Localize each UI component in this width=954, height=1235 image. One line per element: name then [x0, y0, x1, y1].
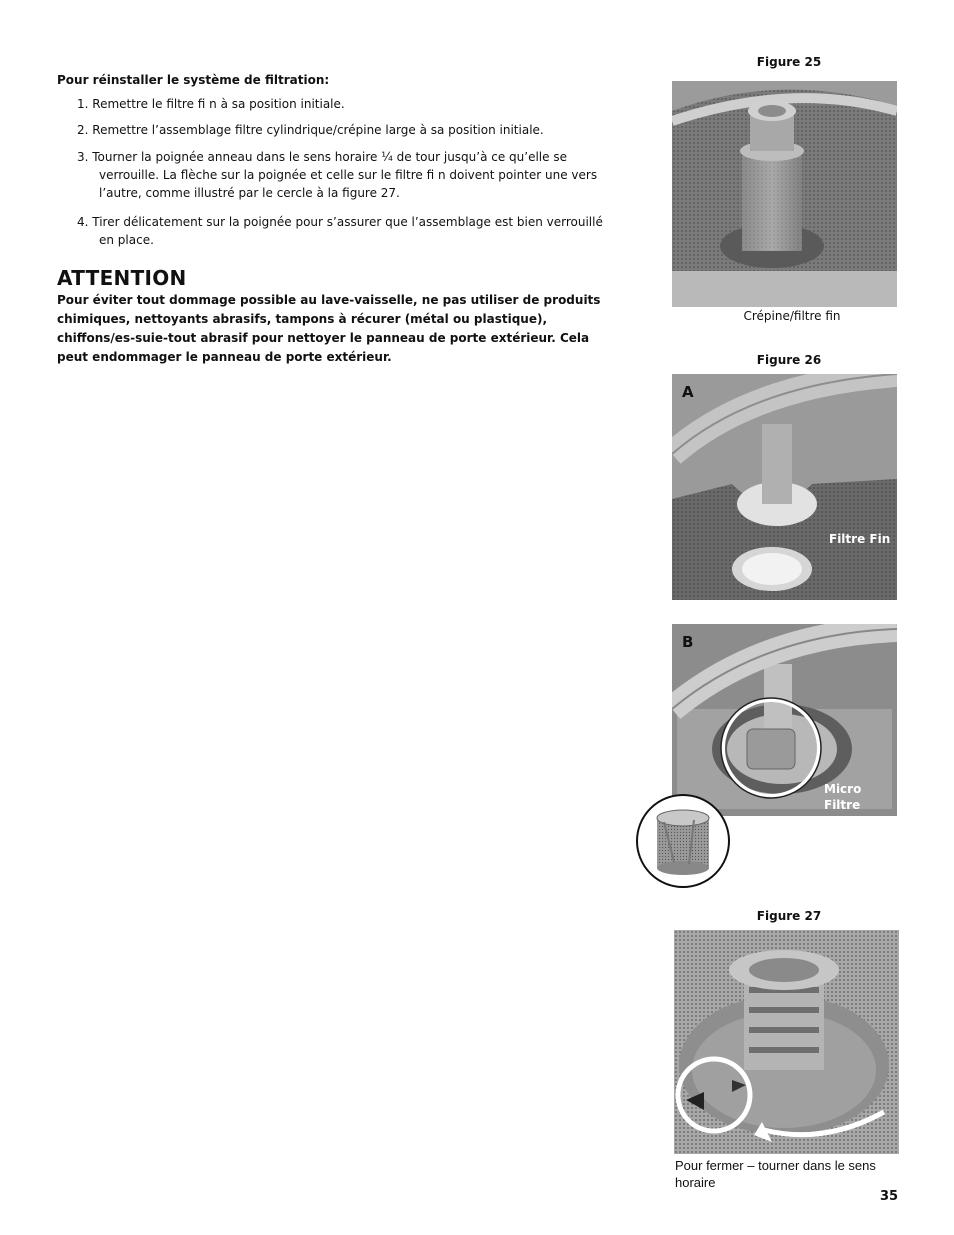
step-3 [77, 148, 622, 202]
panel-b-letter: B [682, 633, 694, 651]
step-1-text: 1. Remettre le filtre fi n à sa position initiale. [77, 97, 345, 111]
figure-27-caption: Pour fermer – tourner dans le sens horaire [675, 1158, 876, 1190]
ring-handle-lock-image [674, 930, 899, 1154]
step-4-text: 4. Tirer délicatement sur la poignée pour s’assurer que l’assemblage est bien verrouillé [77, 215, 603, 229]
strainer-fine-filter-image [672, 81, 897, 307]
filtration-reinstall-heading: Pour réinstaller le système de filtration: [57, 73, 330, 87]
micro-filtre-label-line1: Micro [824, 782, 862, 796]
step-4-continuation: en place. [99, 233, 154, 247]
step-1 [77, 95, 622, 113]
figure-27-photo [674, 930, 899, 1154]
filtre-fin-label: Filtre Fin [829, 532, 891, 546]
page-number: 35 [880, 1189, 899, 1204]
fine-filter-image [672, 374, 897, 600]
micro-filtre-label-line2: Filtre [824, 798, 861, 812]
figure-25-caption: Crépine/filtre fin [743, 309, 841, 323]
figure-25-photo [672, 81, 897, 307]
figure-26a-photo [672, 374, 897, 600]
micro-filter-closeup-image [634, 792, 732, 890]
step-3-continuation: verrouille. La flèche sur la poignée et celle sur le filtre fi n doivent pointer une vers l’autre, comme illustré par le cercle à la figure 27. [99, 168, 598, 200]
step-2-text: 2. Remettre l’assemblage filtre cylindrique/crépine large à sa position initiale. [77, 123, 544, 137]
panel-a-letter: A [682, 383, 694, 401]
figure-26b-photo [672, 624, 897, 816]
attention-body: Pour éviter tout dommage possible au lave-vaisselle, ne pas utiliser de produits chimiques, nettoyants abrasifs, tampons à récurer (métal ou plastique), chiffons/es-suie-tout abrasif pour nettoyer le panneau de porte extérieur. Cela peut endommager le panneau de porte extérieur. [57, 293, 601, 364]
figure-25-label: Figure 25 [756, 55, 822, 69]
micro-filter-image [672, 624, 897, 816]
micro-filter-detail-circle [634, 792, 732, 890]
figure-27-label: Figure 27 [756, 909, 822, 923]
step-3-text: 3. Tourner la poignée anneau dans le sens horaire ¼ de tour jusqu’à ce qu’elle se [77, 150, 567, 164]
step-4 [77, 213, 622, 249]
attention-title: ATTENTION [57, 266, 187, 290]
figure-26-label: Figure 26 [756, 353, 822, 367]
micro-filtre-label [824, 781, 861, 813]
step-2 [77, 121, 622, 139]
